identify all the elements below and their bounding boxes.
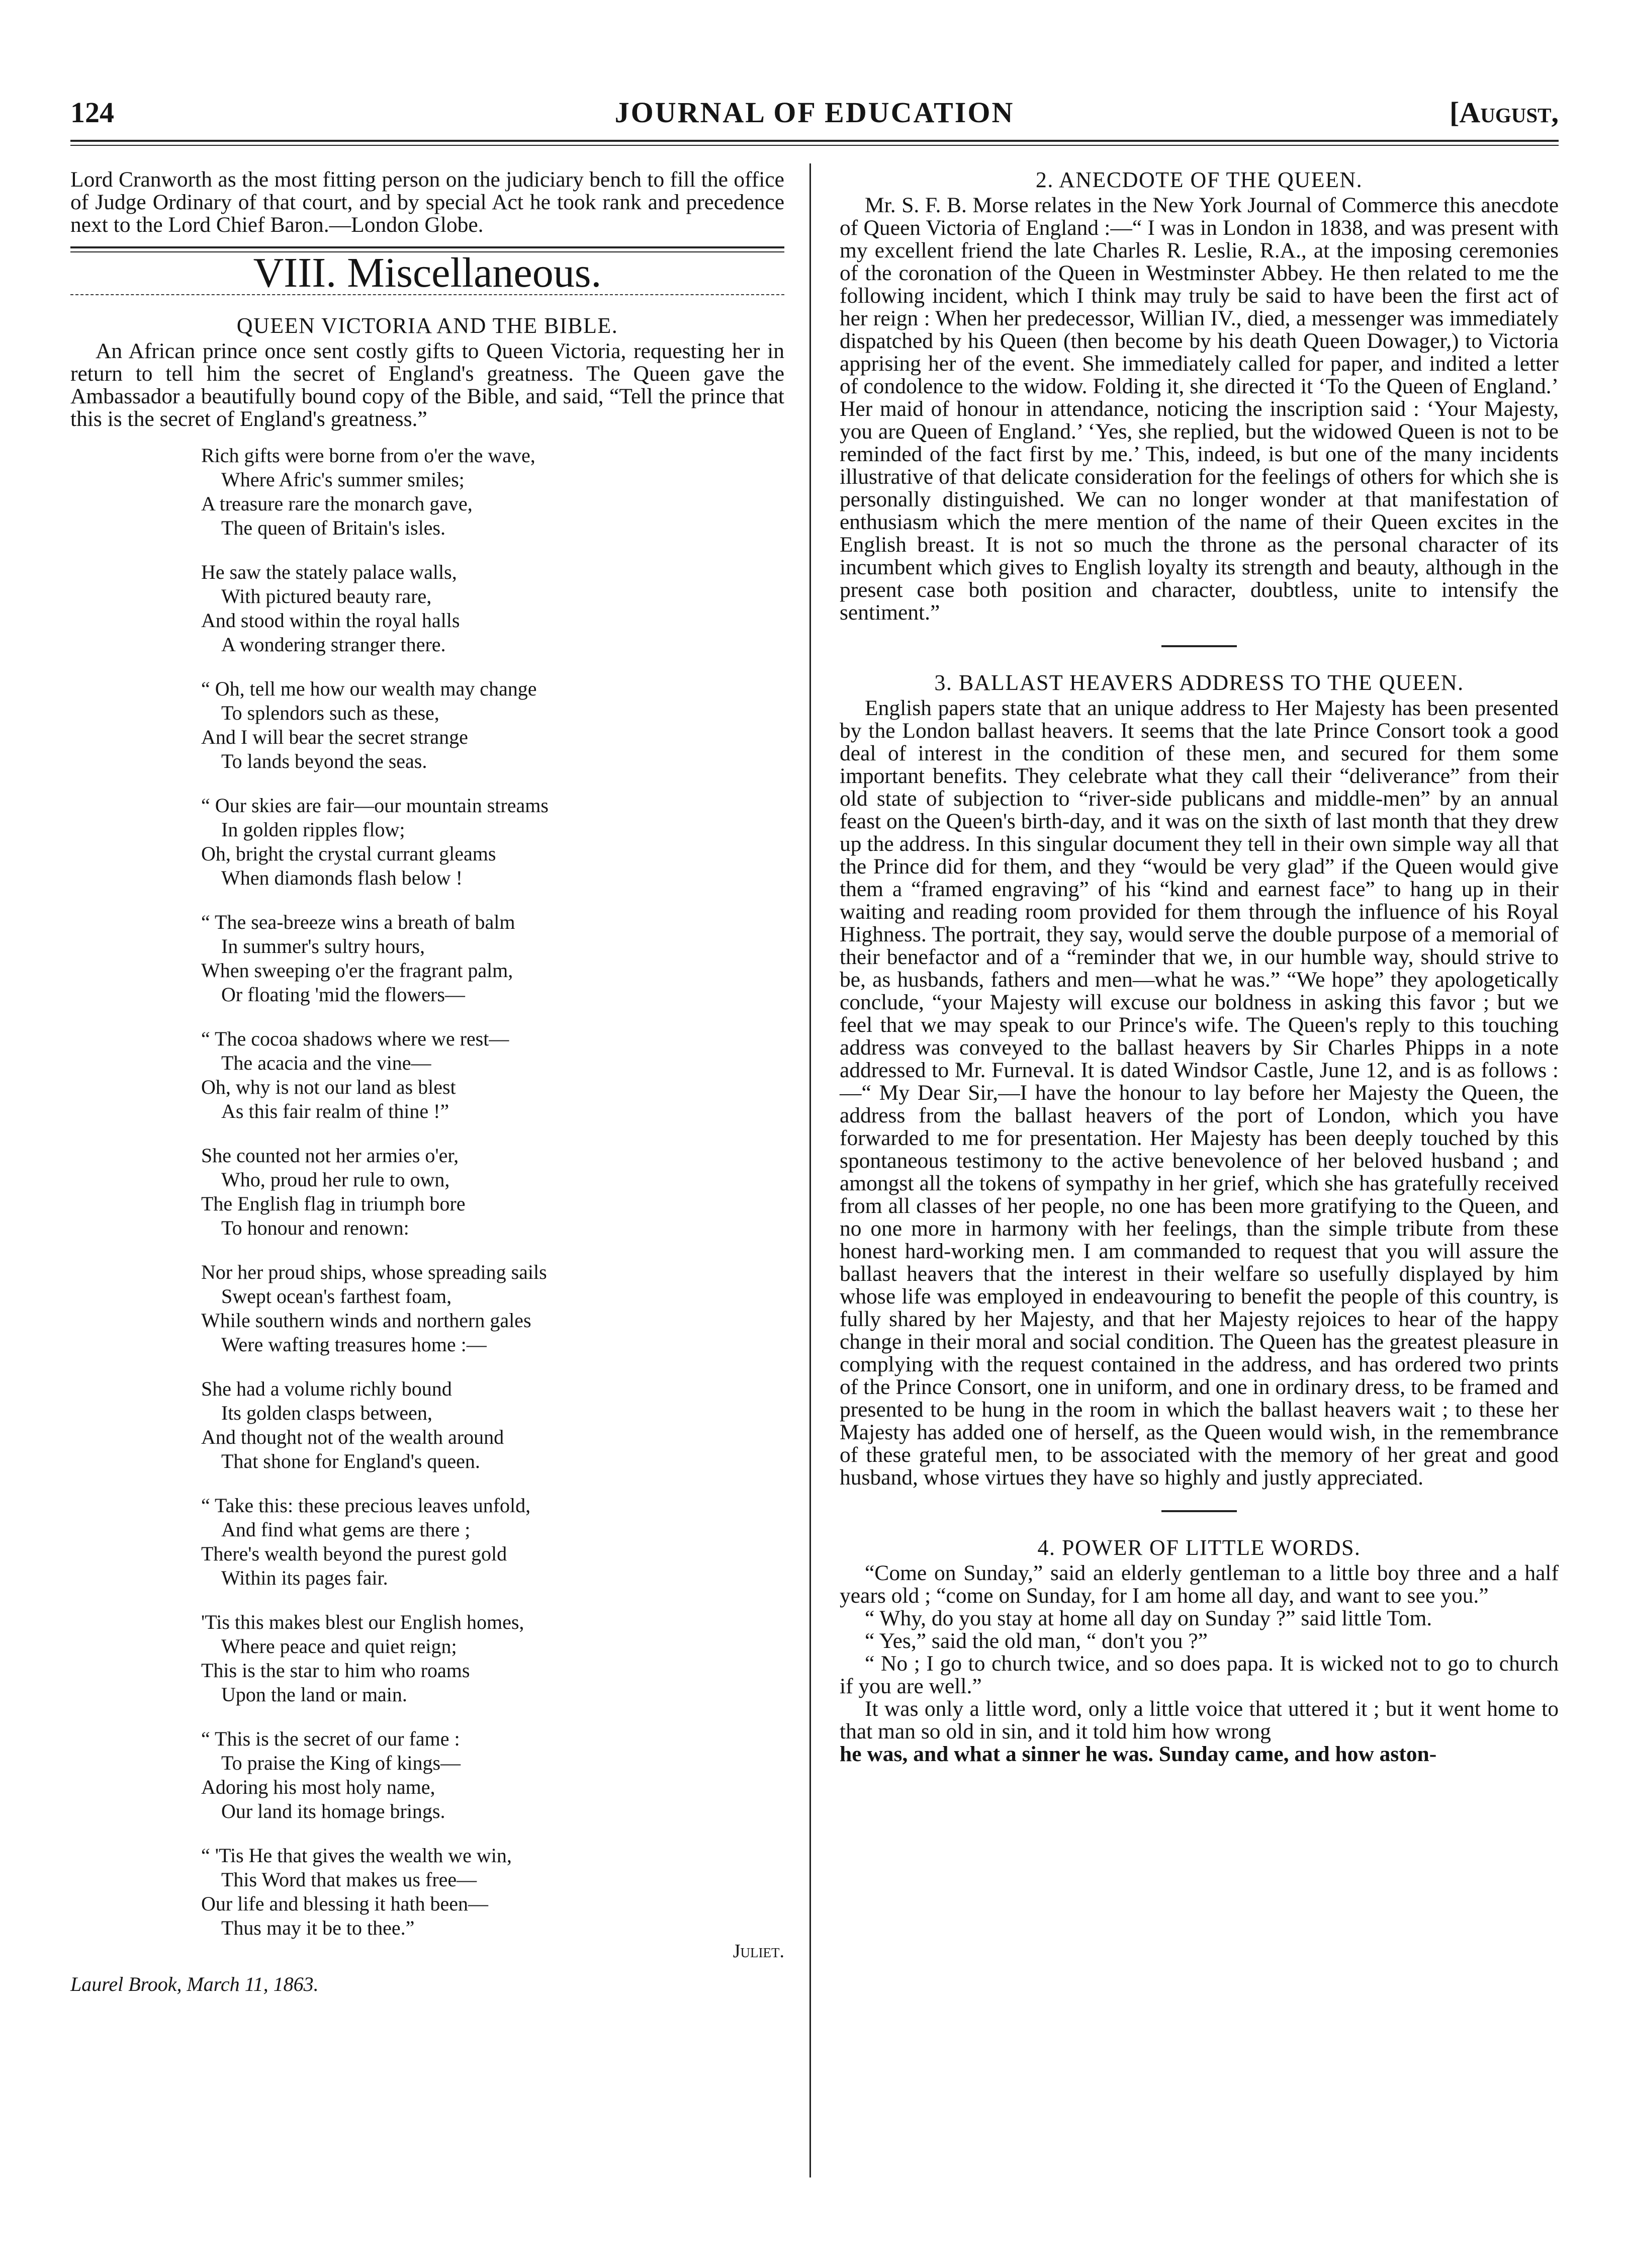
column-divider (809, 163, 811, 2177)
poem-line: “ Our skies are fair—our mountain streams (201, 794, 549, 817)
poem-line: Oh, why is not our land as blest (201, 1076, 456, 1098)
poem-line: She counted not her armies o'er, (201, 1144, 459, 1167)
journal-title: JOURNAL OF EDUCATION (614, 96, 1015, 129)
poem-line: As this fair realm of thine !” (221, 1100, 449, 1122)
poem-line: “ The cocoa shadows where we rest— (201, 1027, 509, 1050)
header-rule (70, 140, 1559, 142)
poem-line: To honour and renown: (221, 1216, 409, 1239)
poem-line: The acacia and the vine— (221, 1052, 431, 1074)
poem-line: Rich gifts were borne from o'er the wave, (201, 444, 535, 467)
poem-line: She had a volume richly bound (201, 1377, 452, 1400)
poem-line: To lands beyond the seas. (221, 750, 427, 772)
article-text: An African prince once sent costly gifts to Queen Victoria, requesting her in return to tell him the secret of England's greatness. The Queen gave the Ambassador a beautifully bound copy of the Bible, and said, “Tell the prince that this is the secret of England's greatness.” (70, 339, 784, 431)
poem-line: 'Tis this makes blest our English homes, (201, 1611, 524, 1633)
right-column (840, 168, 1559, 1766)
issue-month: [August, (1450, 96, 1559, 129)
poem-line: When diamonds flash below ! (221, 866, 463, 889)
article-separator (1161, 645, 1237, 647)
poem-line: Swept ocean's farthest foam, (221, 1285, 452, 1307)
article-paragraph: “ Yes,” said the old man, “ don't you ?” (865, 1629, 1208, 1653)
poem-line: And find what gems are there ; (221, 1518, 471, 1541)
poem-stanza (201, 1494, 784, 1590)
article-title: 4. POWER OF LITTLE WORDS. (1037, 1535, 1361, 1560)
poem-line: Upon the land or main. (221, 1683, 407, 1706)
poem-stanza (201, 560, 784, 657)
poem-line: Our life and blessing it hath been— (201, 1892, 488, 1915)
poem-stanza (201, 1144, 784, 1240)
poem-line: This Word that makes us free— (221, 1868, 477, 1891)
poem-line: Were wafting treasures home :— (221, 1333, 487, 1356)
article-title: 3. BALLAST HEAVERS ADDRESS TO THE QUEEN. (934, 670, 1464, 695)
poem-line: Who, proud her rule to own, (221, 1168, 450, 1191)
poem-line: “ 'Tis He that gives the wealth we win, (201, 1844, 512, 1867)
poem-line: In golden ripples flow; (221, 818, 405, 841)
poem-stanza (201, 1610, 784, 1707)
poem-line: “ The sea-breeze wins a breath of balm (201, 911, 515, 933)
article-title: 2. ANECDOTE OF THE QUEEN. (1035, 167, 1363, 192)
section-title: VIII. Miscellaneous. (253, 249, 602, 296)
poem-stanza (201, 1377, 784, 1473)
article-title: QUEEN VICTORIA AND THE BIBLE. (236, 313, 618, 338)
poem-line: While southern winds and northern gales (201, 1309, 531, 1332)
poem-stanza (201, 444, 784, 540)
poem-line: When sweeping o'er the fragrant palm, (201, 959, 513, 982)
poem-stanza (201, 910, 784, 1007)
poem-stanza (201, 1027, 784, 1123)
article-paragraph: “Come on Sunday,” said an elderly gentleman to a little boy three and a half years old ; “come on Sunday, for I am home all day, and want to see you.” (840, 1561, 1559, 1608)
article-paragraph-last-line: he was, and what a sinner he was. Sunday came, and how aston- (840, 1742, 1437, 1766)
poem-line: The queen of Britain's isles. (221, 516, 445, 539)
poem-line: Adoring his most holy name, (201, 1776, 435, 1798)
article-separator (1161, 1510, 1237, 1512)
poem-line: “ Oh, tell me how our wealth may change (201, 677, 537, 700)
page-number: 124 (70, 96, 114, 129)
poem-line: A wondering stranger there. (221, 633, 446, 656)
poem-stanza (201, 1844, 784, 1940)
poem-stanza (201, 1727, 784, 1823)
article-text: Mr. S. F. B. Morse relates in the New York Journal of Commerce this anecdote of Queen Victoria of England :—“ I was in London in 1838, and was present with my excellent friend the late Charles R. Leslie, R.A., at the imposing ceremonies of the coronation of the Queen in Westminster Abbey. He then related to me the following incident, which I think may truly be said to have been the first act of her reign : When her predecessor, Willian IV., died, a messenger was immediately dispatched by his Queen (then become by his death Queen Dowager,) to Victoria apprising her of the event. She immediately called for paper, and indited a letter of condolence to the widow. Folding it, she directed it ‘To the Queen of England.’ Her maid of honour in attendance, noticing the inscription said : ‘Your Majesty, you are Queen of England.’ ‘Yes, she replied, but the widowed Queen is not to be reminded of the fact first by me.’ This, indeed, is but one of the many incidents illustrative of that delicate consideration for the feelings of others for which she is personally distinguished. We can no longer wonder at that manifestation of enthusiasm which the mere mention of the name of their Queen excites in the English breast. It is not so much the throne as the personal character of its incumbent which gives to English loyalty its strength and beauty, although in the present case both position and character, doubtless, unite to intensify the sentiment.” (840, 193, 1559, 625)
poem-line: And I will bear the secret strange (201, 726, 468, 748)
left-column (70, 168, 784, 1995)
poem-line: In summer's sultry hours, (221, 935, 425, 957)
poem-line: He saw the stately palace walls, (201, 561, 457, 583)
poem-line: Where peace and quiet reign; (221, 1635, 457, 1658)
poem-dateline: Laurel Brook, March 11, 1863. (70, 1973, 319, 1995)
poem (201, 444, 784, 1940)
poem-line: Within its pages fair. (221, 1566, 388, 1589)
poem-line: “ Take this: these precious leaves unfold, (201, 1494, 531, 1517)
poem-line: A treasure rare the monarch gave, (201, 492, 473, 515)
poem-line: Where Afric's summer smiles; (221, 468, 465, 491)
poem-line: To splendors such as these, (221, 702, 439, 724)
article-paragraph: “ No ; I go to church twice, and so does papa. It is wicked not to go to church if you are well.” (840, 1651, 1559, 1698)
poem-line: That shone for England's queen. (221, 1450, 480, 1472)
poem-line: Its golden clasps between, (221, 1402, 432, 1424)
poem-line: Or floating 'mid the flowers— (221, 983, 465, 1006)
running-header (70, 96, 1559, 146)
poem-line: To praise the King of kings— (221, 1752, 461, 1774)
poem-line: Our land its homage brings. (221, 1800, 445, 1822)
poem-stanza (201, 1260, 784, 1357)
poem-stanza (201, 677, 784, 773)
poem-line: There's wealth beyond the purest gold (201, 1542, 507, 1565)
poem-line: The English flag in triumph bore (201, 1192, 466, 1215)
poem-line: Oh, bright the crystal currant gleams (201, 842, 496, 865)
poem-line: Thus may it be to thee.” (221, 1916, 415, 1939)
poem-line: Nor her proud ships, whose spreading sails (201, 1261, 547, 1283)
continued-paragraph: Lord Cranworth as the most fitting person on the judiciary bench to fill the office of Judge Ordinary of that court, and by special Act he took rank and precedence next to the Lord Chief Baron.—London Globe. (70, 167, 784, 237)
article-paragraph: “ Why, do you stay at home all day on Sunday ?” said little Tom. (865, 1606, 1432, 1630)
poem-signature: Juliet. (733, 1941, 784, 1962)
header-rule-thin (70, 145, 1559, 146)
poem-stanza (201, 794, 784, 890)
journal-page (70, 75, 1559, 2238)
poem-line: With pictured beauty rare, (221, 585, 432, 607)
poem-line: “ This is the secret of our fame : (201, 1727, 460, 1750)
article-text: English papers state that an unique address to Her Majesty has been presented by the London ballast heavers. It seems that the late Prince Consort took a good deal of interest in the condition of these men, and secured for them some important benefits. They celebrate what they call their “deliverance” from their old state of subjection to “river-side publicans and middle-men” by an annual feast on the Queen's birth-day, and it was on the sixth of last month that they drew up the address. In this singular document they tell in their own simple way all that the Prince did for them, and they “would be very glad” if the Queen would give them a “framed engraving” of his “kind and earnest face” to hang up in their waiting and reading room provided for them through the influence of his Royal Highness. The portrait, they say, would serve the double purpose of a memorial of their benefactor and of a “reminder that we, in our humble way, should strive to be, as husbands, fathers and men—what he was.” “We hope” they apologetically conclude, “your Majesty will excuse our boldness in asking this favor ; but we feel that we may speak to our Prince's wife. The Queen's reply to this touching address was conveyed to the ballast heavers by Sir Charles Phipps in a note addressed to Mr. Furneval. It is dated Windsor Castle, June 12, and is as follows :—“ My Dear Sir,—I have the honour to lay before her Majesty the Queen, the address from the ballast heavers of the port of London, which you have forwarded to me for presentation. Her Majesty has been deeply touched by this spontaneous testimony to the active benevolence of her beloved husband ; and amongst all the tokens of sympathy in her grief, which she has gratefully received from all classes of her people, no one has been more gratifying to the Queen, and no one more in harmony with her feelings, than the simple tribute from these honest hard-working men. I am commanded to request that you will assure the ballast heavers that the interest in their welfare so usefully displayed by him whose life was employed in endeavouring to benefit the people of this country, is fully shared by her Majesty, and that her Majesty rejoices to hear of the happy change in their moral and social condition. The Queen has the greatest pleasure in complying with the request contained in the address, and has ordered two prints of the Prince Consort, one in uniform, and one in ordinary dress, to be framed and presented to be hung in the room in which the ballast heavers wait ; to these her Majesty has added one of herself, as the Queen would wish, in the remembrance of these grateful men, to be associated with the memory of her great and good husband, whose virtues they have so highly and justly appreciated. (840, 696, 1559, 1490)
poem-line: And stood within the royal halls (201, 609, 460, 632)
article-paragraph: It was only a little word, only a little voice that uttered it ; but it went home to that man so old in sin, and it told him how wrong (840, 1697, 1559, 1743)
poem-line: And thought not of the wealth around (201, 1426, 504, 1448)
poem-line: This is the star to him who roams (201, 1659, 470, 1682)
